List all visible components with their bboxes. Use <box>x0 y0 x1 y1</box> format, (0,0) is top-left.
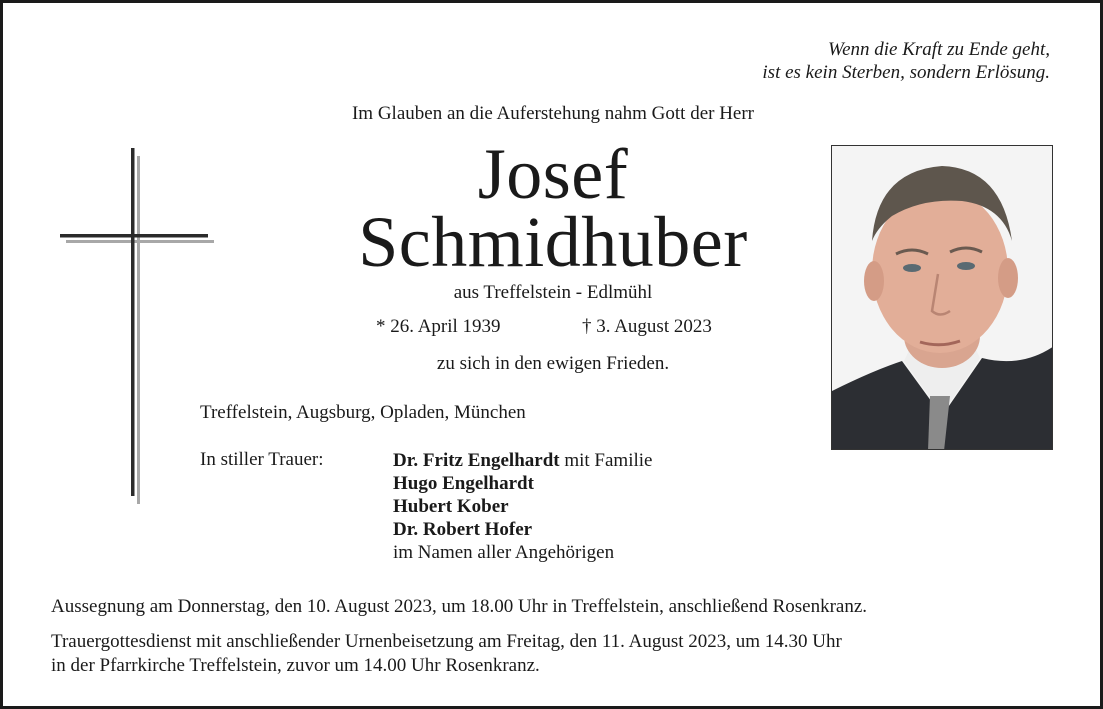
origin: aus Treffelstein - Edlmühl <box>453 282 653 303</box>
birth-date: * 26. April 1939 <box>376 316 501 337</box>
places: Treffelstein, Augsburg, Opladen, München <box>200 402 526 423</box>
motto <box>762 38 1050 84</box>
mourner-row <box>393 449 652 472</box>
cross-horizontal-shadow <box>66 240 214 243</box>
first-name: Josef <box>477 134 629 214</box>
eye-left <box>903 264 921 272</box>
mourner-row <box>393 472 652 495</box>
service-line-1: Trauergottesdienst mit anschließender Urnenbeisetzung am Freitag, den 11. August 2023, um 14.30 Uhr <box>51 631 842 652</box>
mourner-name: Hugo Engelhardt <box>393 473 534 494</box>
mourner-name: Hubert Kober <box>393 496 509 517</box>
mourners-closing: im Namen aller Angehörigen <box>393 542 615 563</box>
death-date: † 3. August 2023 <box>582 316 712 337</box>
intro-text: Im Glauben an die Auferstehung nahm Gott der Herr <box>351 103 755 124</box>
cross-horizontal-bar <box>60 234 208 238</box>
peace-text: zu sich in den ewigen Frieden. <box>436 353 670 374</box>
mourner-suffix: mit Familie <box>559 450 653 471</box>
motto-line-1: Wenn die Kraft zu Ende geht, <box>828 39 1050 60</box>
mourners-list <box>393 449 652 564</box>
eye-right <box>957 262 975 270</box>
ear-left <box>864 261 884 301</box>
mourner-row <box>393 518 652 541</box>
last-name: Schmidhuber <box>358 202 748 282</box>
mourner-row <box>393 495 652 518</box>
ear-right <box>998 258 1018 298</box>
mourning-label: In stiller Trauer: <box>200 449 324 470</box>
blessing-announcement: Aussegnung am Donnerstag, den 10. August 2023, um 18.00 Uhr in Treffelstein, anschließend Rosenkranz. <box>51 596 868 617</box>
cross-icon <box>58 146 218 506</box>
service-line-2: in der Pfarrkirche Treffelstein, zuvor um 14.00 Uhr Rosenkranz. <box>51 655 540 676</box>
service-announcement <box>51 630 842 678</box>
mourner-name: Dr. Robert Hofer <box>393 519 533 540</box>
motto-line-2: ist es kein Sterben, sondern Erlösung. <box>762 62 1050 83</box>
portrait-photo <box>831 145 1053 450</box>
portrait-illustration <box>832 146 1053 450</box>
cross-vertical-bar <box>131 148 135 496</box>
cross-vertical-shadow <box>137 156 140 504</box>
mourner-name: Dr. Fritz Engelhardt <box>393 450 560 471</box>
